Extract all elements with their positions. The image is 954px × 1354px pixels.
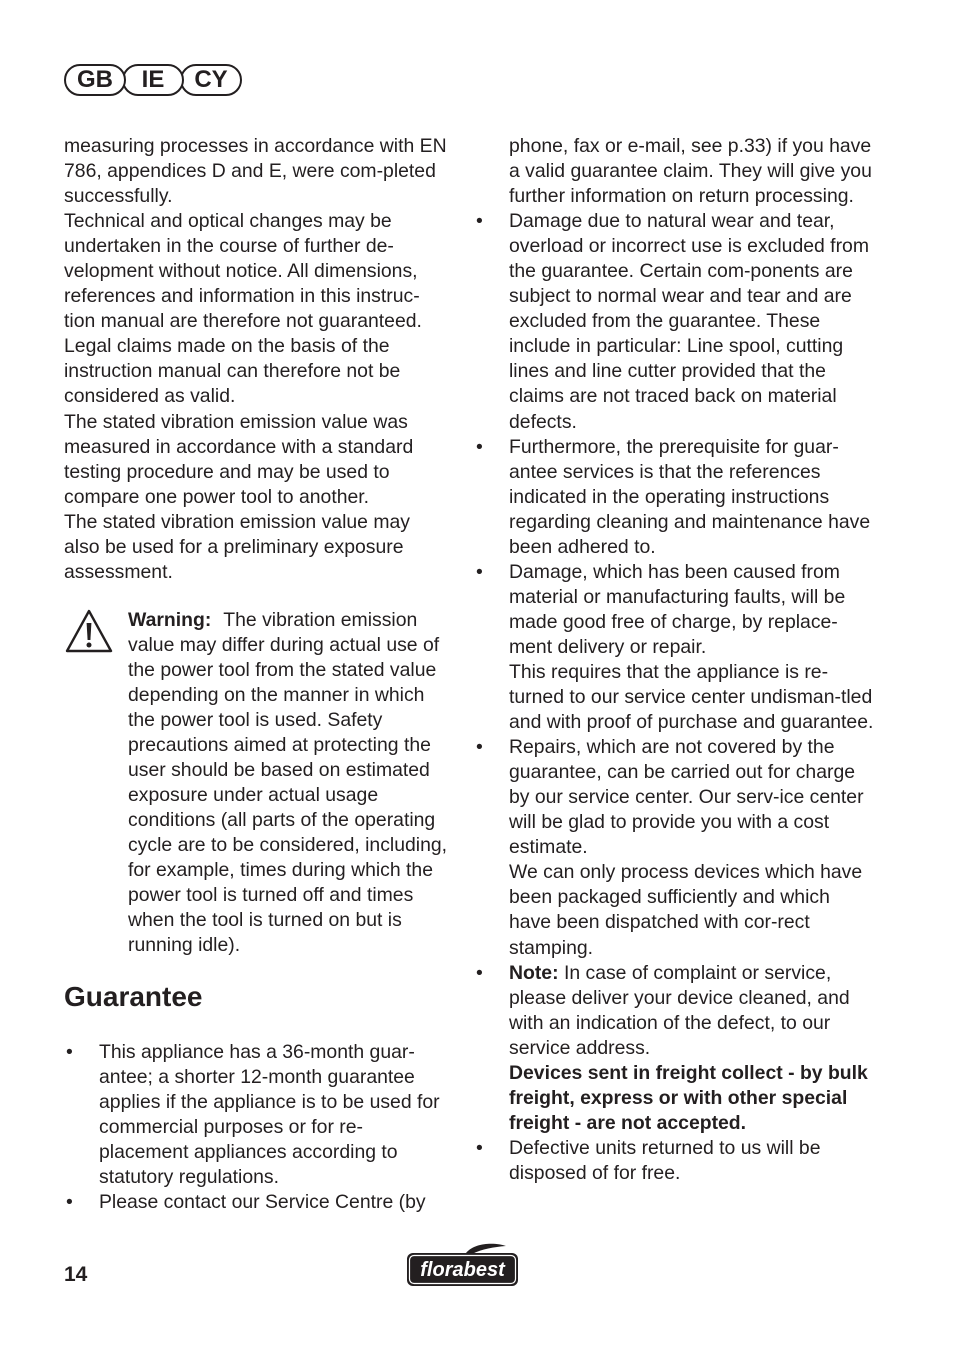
list-item: • This appliance has a 36-month guar-antee; a shorter 12-month guarantee applies if the appliance is to be used for commercial purposes or for re-placement appliances according to statutory regulations. — [64, 1040, 448, 1190]
warning-body: The vibration emission value may differ during actual use of the power tool from the stated value depending on the manner in which the power tool is used. Safety precautions aimed at protecting the user should be based on estimated exposure under actual usage conditions (all parts of the operating cycle are to be considered, including, for example, times during which the power tool is turned off and times when the tool is turned on but is running idle). — [128, 608, 448, 957]
continuation-text: phone, fax or e-mail, see p.33) if you have a valid guarantee claim. They will give you further information on return processing. — [509, 135, 872, 208]
list-item — [474, 735, 874, 960]
list-item-extra: This requires that the appliance is re-turned to our service center undisman-tled and with proof of purchase and guarantee. — [509, 660, 874, 734]
list-item: • Furthermore, the prerequisite for guar-antee services is that the references indicated in the operating instructions regarding cleaning and maintenance have been adhered to. — [474, 435, 874, 560]
freight-notice: Devices sent in freight collect - by bulk freight, express or with other special freight - are not accepted. — [509, 1061, 868, 1134]
paragraph: The stated vibration emission value may also be used for a preliminary exposure assessment. — [64, 510, 410, 583]
country-codes — [64, 64, 242, 96]
page-number: 14 — [64, 1263, 88, 1286]
left-column — [64, 134, 448, 1215]
guarantee-list-continued — [474, 209, 874, 1186]
florabest-logo — [406, 1243, 519, 1289]
paragraph: The stated vibration emission value was measured in accordance with a standard testing procedure and may be used to compare one power tool to another. — [64, 410, 414, 508]
logo-text: florabest — [420, 1259, 505, 1281]
country-code-cy: CY — [180, 64, 242, 96]
warning-triangle-icon — [64, 608, 114, 654]
list-item: • Damage due to natural wear and tear, overload or incorrect use is excluded from the guarantee. Certain com-ponents are subject to normal wear and tear and are excluded from the guarantee. These include in particular: Line spool, cutting lines and line cutter provided that the claims are not traced back on material defects. — [474, 209, 874, 434]
list-item-text: • Damage, which has been caused from material or manufacturing faults, will be made good free of charge, by replace-ment delivery or repair. — [509, 560, 846, 658]
list-item — [474, 560, 874, 735]
paragraph: measuring processes in accordance with EN 786, appendices D and E, were com-pleted successfully. — [64, 135, 447, 208]
country-code-ie: IE — [122, 64, 184, 96]
list-item: • Defective units returned to us will be disposed of for free. — [474, 1136, 874, 1186]
warning-text — [128, 608, 448, 959]
country-code-gb: GB — [64, 64, 126, 96]
list-item-text — [509, 961, 874, 1061]
guarantee-list — [64, 1040, 448, 1215]
list-item: • Please contact our Service Centre (by — [64, 1190, 448, 1215]
note-text: In case of complaint or service, please deliver your device cleaned, and with an indication of the defect, to our service address. — [509, 961, 850, 1059]
note-label: Note: — [509, 961, 559, 984]
right-column — [474, 134, 874, 1186]
warning-label: Warning: — [128, 608, 212, 631]
paragraph: Technical and optical changes may be undertaken in the course of further de-velopment without notice. All dimensions, references and information in this instruc-tion manual are therefore not guaranteed. Legal claims made on the basis of the instruction manual can therefore not be considered as valid. — [64, 210, 422, 408]
list-item — [474, 961, 874, 1136]
guarantee-heading: Guarantee — [64, 980, 203, 1012]
list-item-extra: We can only process devices which have been packaged sufficiently and which have been dispatched with cor-rect stamping. — [509, 861, 863, 959]
warning-block — [64, 608, 448, 959]
list-item-text: • Repairs, which are not covered by the guarantee, can be carried out for charge by our service center. Our serv-ice center will be glad to provide you with a cost estimate. — [509, 736, 864, 859]
